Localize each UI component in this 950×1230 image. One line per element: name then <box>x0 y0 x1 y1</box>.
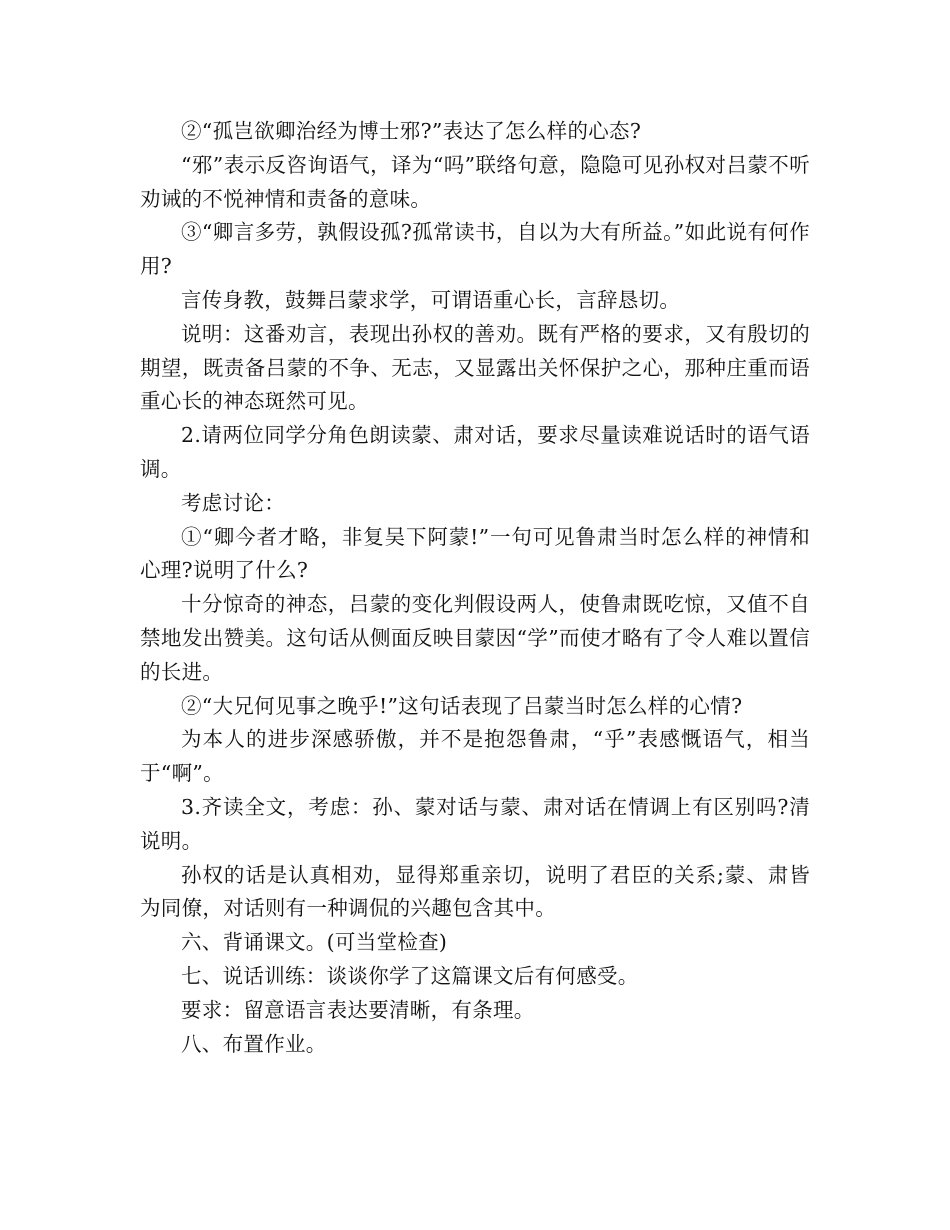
paragraph-discussion-answer-1: 十分惊奇的神态，吕蒙的变化判假设两人，使鲁肃既吃惊，又值不自禁地发出赞美。这句话从侧面反映目蒙因“学”而使才略有了令人难以置信的长进。 <box>140 592 810 684</box>
paragraph-section-7: 七、说话训练：谈谈你学了这篇课文后有何感受。 <box>181 963 639 988</box>
paragraph-section-6: 六、背诵课文。(可当堂检查) <box>181 930 448 955</box>
document-body <box>140 115 810 1061</box>
paragraph-discussion-question-2: ②“大兄何见事之晚乎!”这句话表现了吕蒙当时怎么样的心情? <box>181 693 743 718</box>
paragraph-explanation: 说明：这番劝言，表现出孙权的善劝。既有严格的要求，又有殷切的期望，既责备吕蒙的不争、无志，又显露出关怀保护之心，那种庄重而语重心长的神态斑然可见。 <box>140 321 810 414</box>
paragraph-answer-2: “邪”表示反咨询语气，译为“吗”联络句意，隐隐可见孙权对吕蒙不听劝诫的不悦神情和责备的意味。 <box>140 152 810 211</box>
paragraph-section-8: 八、布置作业。 <box>181 1031 327 1056</box>
paragraph-answer-3: 言传身教，鼓舞吕蒙求学，可谓语重心长，言辞恳切。 <box>181 287 681 312</box>
paragraph-task-2: 2.请两位同学分角色朗读蒙、肃对话，要求尽量读难说话时的语气语调。 <box>140 423 810 481</box>
paragraph-question-2: ②“孤岂欲卿治经为博士邪?”表达了怎么样的心态? <box>181 119 642 143</box>
paragraph-task-3-answer: 孙权的话是认真相劝，显得郑重亲切，说明了君臣的关系;蒙、肃皆为同僚，对话则有一种调侃的兴趣包含其中。 <box>140 862 810 921</box>
paragraph-requirement: 要求：留意语言表达要清晰，有条理。 <box>181 997 535 1022</box>
paragraph-question-3: ③“卿言多劳，孰假设孤?孤常读书，自以为大有所益。”如此说有何作用? <box>140 220 810 279</box>
paragraph-discussion-answer-2: 为本人的进步深感骄傲，并不是抱怨鲁肃，“乎”表感慨语气，相当于“啊”。 <box>140 727 810 786</box>
paragraph-discussion-heading: 考虑讨论： <box>181 490 285 515</box>
paragraph-discussion-question-1: ①“卿今者才略，非复吴下阿蒙!”一句可见鲁肃当时怎么样的神情和心理?说明了什么? <box>140 524 810 583</box>
paragraph-task-3: 3.齐读全文，考虑：孙、蒙对话与蒙、肃对话在情调上有区别吗?清说明。 <box>140 794 810 853</box>
